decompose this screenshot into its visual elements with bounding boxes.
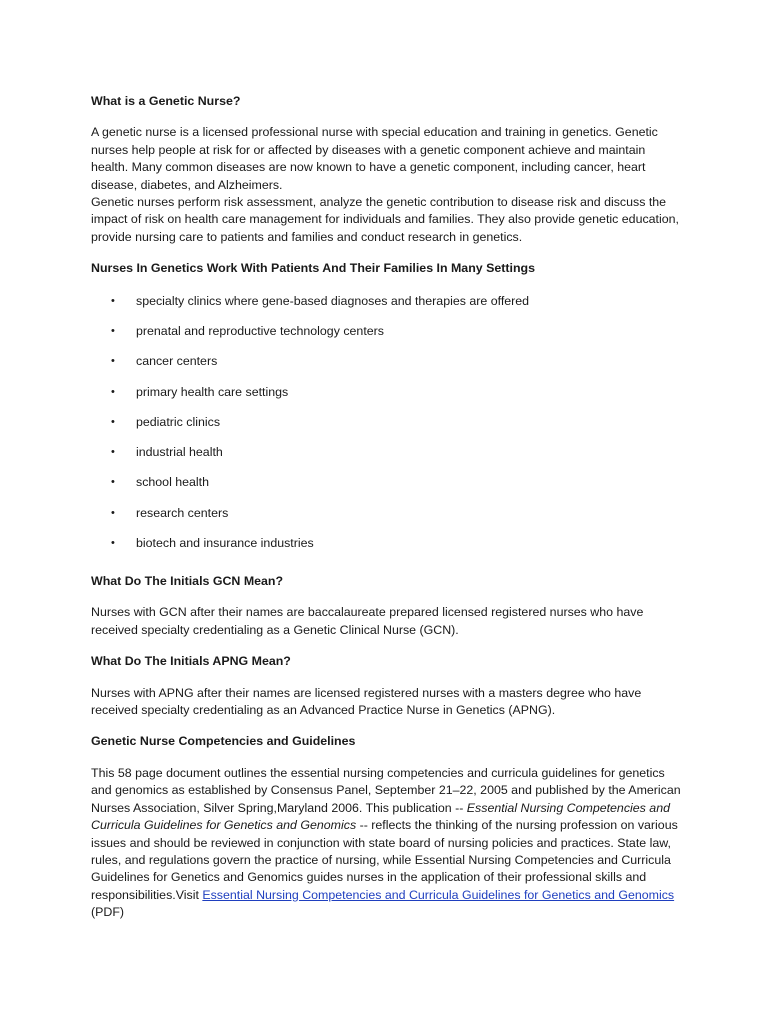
competencies-text-mid: -- reflects the thinking of the nursing profession on various issues and should be reviewed in conjunction with state board of nursing policies and practices. State law, rules, and regulations govern the practice of nursing, while Essential Nursing Competencies and Curricula Guidelines for Genetics and Genomics guides nurses in the application of their professional skills and responsibilities.Visit (91, 818, 678, 902)
list-item (91, 444, 681, 474)
list-item (91, 323, 681, 353)
paragraph-competencies (91, 765, 681, 922)
bullet-icon: • (111, 506, 115, 519)
bullet-icon: • (111, 537, 115, 550)
list-item (91, 474, 681, 504)
pdf-label: (PDF) (91, 905, 125, 920)
list-item (91, 535, 681, 559)
paragraph-apng: Nurses with APNG after their names are licensed registered nurses with a masters degree who have received specialty credentialing as an Advanced Practice Nurse in Genetics (APNG). (91, 685, 642, 718)
bullet-icon: • (111, 446, 115, 459)
paragraph-risk-assessment: Genetic nurses perform risk assessment, analyze the genetic contribution to disease risk and discuss the impact of risk on health care management for individuals and families. They also provide genetic education, provide nursing care to patients and families and conduct research in genetics. (91, 195, 679, 244)
list-item-text: industrial health (136, 445, 223, 460)
heading-apng: What Do The Initials APNG Mean? (91, 654, 291, 669)
list-item-text: cancer centers (136, 354, 218, 369)
competencies-pdf-link[interactable]: Essential Nursing Competencies and Curricula Guidelines for Genetics and Genomics (202, 887, 675, 902)
list-item-text: biotech and insurance industries (136, 536, 314, 551)
list-item-text: primary health care settings (136, 384, 289, 399)
settings-list (91, 293, 681, 559)
paragraph-definition: A genetic nurse is a licensed professional nurse with special education and training in genetics. Genetic nurses help people at risk for or affected by diseases with a genetic component achieve and maintain health. Many common diseases are now known to have a genetic component, including cancer, heart disease, diabetes, and Alzheimers. (91, 125, 658, 192)
list-item (91, 353, 681, 383)
list-item-text: pediatric clinics (136, 414, 221, 429)
bullet-icon: • (111, 294, 115, 307)
bullet-icon: • (111, 324, 115, 337)
bullet-icon: • (111, 385, 115, 398)
publication-title: Essential Nursing Competencies and Curricula Guidelines for Genetics and Genomics (91, 800, 670, 833)
heading-what-is-genetic-nurse: What is a Genetic Nurse? (91, 94, 241, 108)
paragraph-gcn: Nurses with GCN after their names are baccalaureate prepared licensed registered nurses who have received specialty credentialing as a Genetic Clinical Nurse (GCN). (91, 605, 644, 637)
bullet-icon: • (111, 355, 115, 368)
heading-competencies: Genetic Nurse Competencies and Guidelines (91, 734, 356, 749)
competencies-text-start: This 58 page document outlines the essential nursing competencies and curricula guidelines for genetics and genomics as established by Consensus Panel, September 21–22, 2005 and published by the American Nurses Association, Silver Spring,Maryland 2006. This publication -- (91, 765, 681, 815)
list-item-text: school health (136, 475, 210, 490)
list-item-text: research centers (136, 505, 229, 520)
list-item (91, 505, 681, 535)
heading-settings: Nurses In Genetics Work With Patients And Their Families In Many Settings (91, 261, 535, 276)
list-item (91, 414, 681, 444)
list-item-text: specialty clinics where gene-based diagnoses and therapies are offered (136, 293, 530, 308)
list-item-text: prenatal and reproductive technology centers (136, 323, 384, 338)
heading-gcn: What Do The Initials GCN Mean? (91, 574, 284, 589)
document-page (91, 93, 681, 922)
bullet-icon: • (111, 476, 115, 489)
list-item (91, 293, 681, 323)
list-item (91, 384, 681, 414)
bullet-icon: • (111, 415, 115, 428)
